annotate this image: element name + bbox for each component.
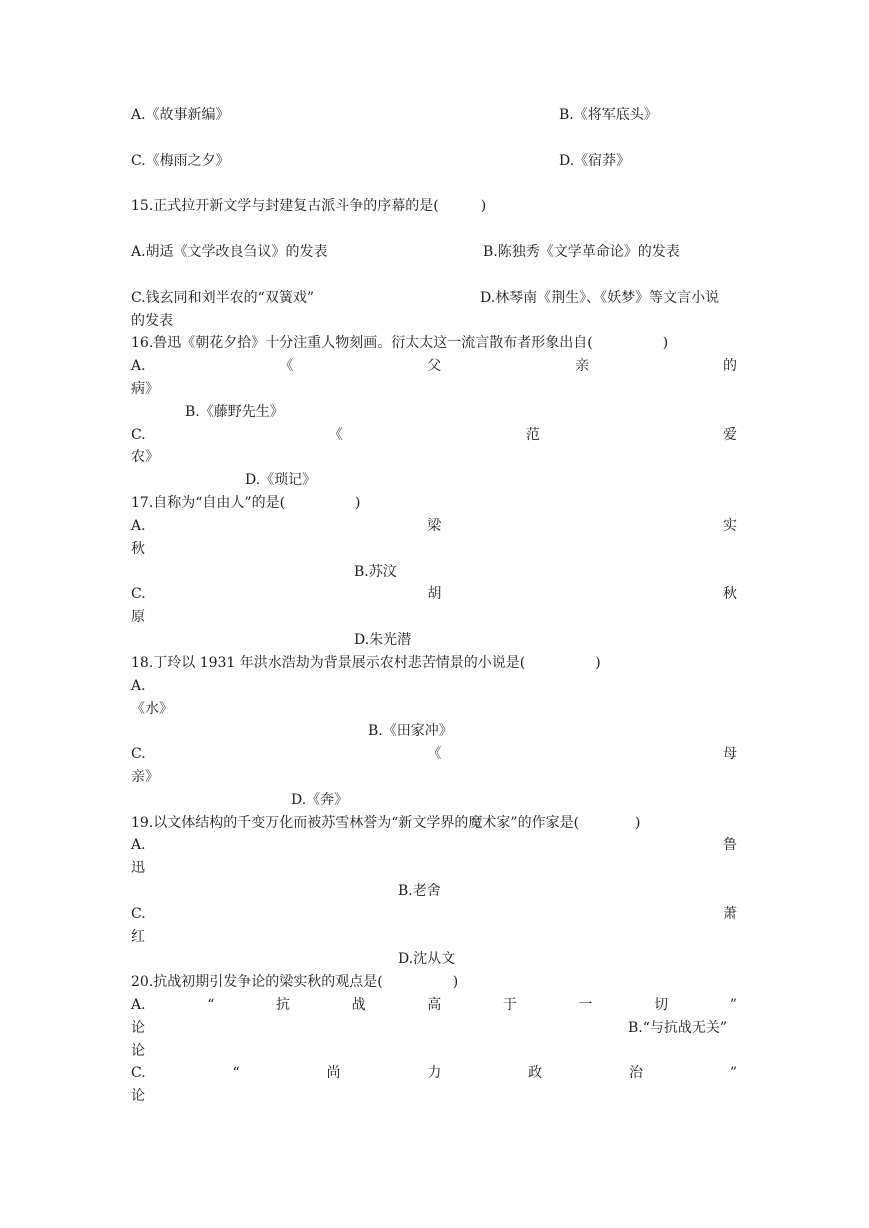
q18-option-c-continued: 亲》 [131,769,159,785]
q16-option-c-part: 《 [328,427,343,443]
q18-option-a-continued: 《水》 [131,701,173,717]
q15-option-d: D.林琴南《荆生》、《妖梦》等文言小说 [480,290,720,306]
q15-stem: 15.正式拉开新文学与封建复古派斗争的序幕的是( ) [131,198,487,214]
q20-option-a [131,994,737,1017]
q18-option-c [131,743,737,766]
q19-option-d: D.沈从文 [398,951,456,967]
q18-option-a: A. [131,678,146,694]
q16-option-a-part: 亲 [575,358,590,374]
q17-option-c [131,583,737,606]
q19-option-a-part: A. [131,837,146,853]
q15-option-d-continued: 的发表 [131,313,173,329]
q15-option-a: A.胡适《文学改良刍议》的发表 [131,244,328,260]
q19-option-a-continued: 迅 [131,860,145,876]
q20-option-b-continued: 论 [131,1043,145,1059]
q18-option-c-part: C. [131,746,146,762]
q16-option-a-part: A. [131,358,146,374]
q19-option-c-part: C. [131,906,146,922]
q16-option-c [131,424,737,447]
q17-option-d: D.朱光潜 [354,632,412,648]
q16-option-a-continued: 病》 [131,381,159,397]
q14-option-c: C.《梅雨之夕》 [131,153,230,169]
q19-option-c-continued: 红 [131,929,145,945]
q16-option-a [131,355,737,378]
q20-option-a-part: A. [131,997,146,1013]
q20-option-c-continued: 论 [131,1088,145,1104]
q17-option-a [131,515,737,538]
q17-option-c-part: 胡 [427,586,442,602]
q17-option-c-part: 秋 [722,586,737,602]
q20-option-a-part: ” [729,997,737,1013]
q16-option-a-part: 《 [279,358,294,374]
q20-option-c-part: 尚 [326,1065,341,1081]
q20-option-a-part: 高 [427,997,442,1013]
q16-option-a-part: 父 [427,358,442,374]
q17-option-a-continued: 秋 [131,541,145,557]
q17-stem: 17.自称为“自由人”的是( ) [131,495,361,511]
q16-option-c-part: C. [131,427,146,443]
q20-option-c-part: 政 [528,1065,543,1081]
q20-option-c-part: 治 [628,1065,643,1081]
q20-option-b: B.“与抗战无关” [628,1020,728,1036]
q20-option-a-part: 一 [578,997,593,1013]
q20-option-a-part: “ [207,997,215,1013]
q16-option-c-continued: 农》 [131,449,159,465]
q17-option-c-continued: 原 [131,609,145,625]
q20-option-c [131,1062,737,1085]
q14-option-d: D.《宿莽》 [559,153,631,169]
q14-option-a: A.《故事新编》 [131,107,230,123]
q15-option-c: C.钱玄同和刘半农的“双簧戏” [131,290,314,306]
q19-option-a [131,834,737,857]
q20-option-c-part: “ [232,1065,240,1081]
q16-stem: 16.鲁迅《朝花夕拾》十分注重人物刻画。衍太太这一流言散布者形象出自( ) [131,335,669,351]
q19-stem: 19.以文体结构的千变万化而被苏雪林誉为“新文学界的魔术家”的作家是( ) [131,815,641,831]
q17-option-c-part: C. [131,586,146,602]
q16-option-b: B.《藤野先生》 [185,404,284,420]
q19-option-a-part: 鲁 [723,837,737,853]
q15-option-b: B.陈独秀《文学革命论》的发表 [483,244,680,260]
q17-option-a-part: 实 [723,518,737,534]
q20-option-a-part: 战 [351,997,366,1013]
q20-option-c-part: ” [729,1065,737,1081]
q19-option-c [131,903,737,926]
q20-option-a-part: 于 [502,997,517,1013]
q20-option-c-part: C. [131,1065,146,1081]
q18-stem: 18.丁玲以 1931 年洪水浩劫为背景展示农村悲苦情景的小说是( ) [131,655,601,671]
q16-option-c-part: 爱 [723,427,737,443]
q20-stem: 20.抗战初期引发争论的梁实秋的观点是( ) [131,974,459,990]
q18-option-c-part: 母 [722,746,737,762]
q16-option-d: D.《琐记》 [245,472,317,488]
q18-option-d: D.《奔》 [291,792,349,808]
q16-option-a-part: 的 [723,358,737,374]
q16-option-c-part: 范 [525,427,540,443]
q14-option-b: B.《将军底头》 [559,107,658,123]
q19-option-c-part: 萧 [723,906,737,922]
q17-option-a-part: 梁 [427,518,442,534]
q19-option-b: B.老舍 [398,883,441,899]
q20-option-a-part: 抗 [275,997,290,1013]
q18-option-b: B.《田家冲》 [368,723,453,739]
q18-option-c-part: 《 [427,746,442,762]
q17-option-b: B.苏汶 [354,564,397,580]
q20-option-a-continued: 论 [131,1020,145,1036]
q20-option-c-part: 力 [427,1065,442,1081]
q20-option-a-part: 切 [654,997,669,1013]
q17-option-a-part: A. [131,518,146,534]
